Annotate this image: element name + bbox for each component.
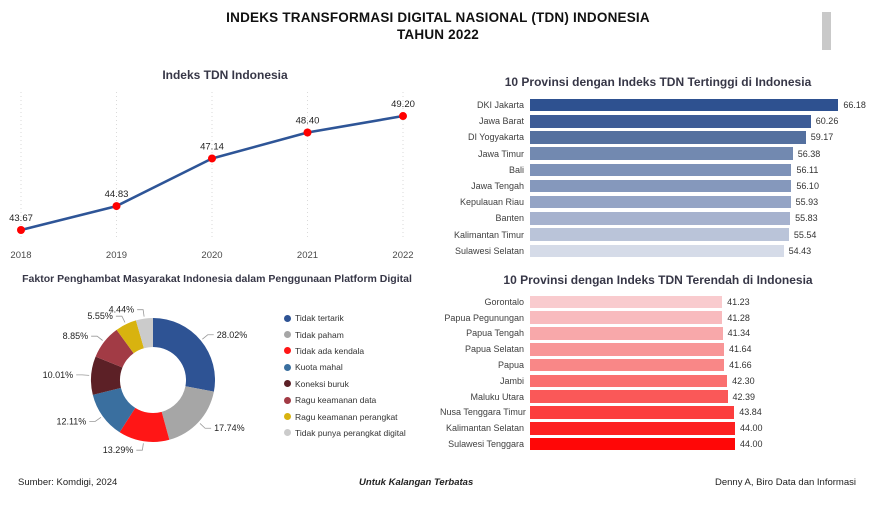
label-leader-line xyxy=(76,375,89,376)
bar-value-label: 42.39 xyxy=(732,391,756,402)
legend-label: Tidak tertarik xyxy=(295,313,344,324)
data-label: 49.20 xyxy=(391,99,415,111)
bar-category-label: Kalimantan Timur xyxy=(453,229,524,240)
legend-item[interactable] xyxy=(284,310,406,326)
bar-category-label: Sulawesi Tenggara xyxy=(448,439,524,450)
bar-category-label: Gorontalo xyxy=(484,296,524,307)
bar[interactable] xyxy=(530,359,724,372)
legend-label: Tidak ada kendala xyxy=(295,345,365,356)
bar-value-label: 55.93 xyxy=(795,197,819,208)
bar-row xyxy=(440,389,876,405)
label-leader-line xyxy=(136,443,143,450)
bar-value-label: 56.38 xyxy=(797,148,821,159)
legend-swatch-icon xyxy=(284,331,291,338)
bar[interactable] xyxy=(530,245,784,258)
legend-swatch-icon xyxy=(284,429,291,436)
bar-row xyxy=(440,129,876,145)
bar-value-label: 44.00 xyxy=(740,423,763,434)
bar-value-label: 41.23 xyxy=(727,296,750,307)
data-point[interactable] xyxy=(208,154,216,162)
lowest-bar-chart xyxy=(440,294,876,452)
data-point[interactable] xyxy=(17,226,25,234)
label-leader-line xyxy=(91,336,103,340)
bar-value-label: 54.43 xyxy=(788,245,812,256)
legend-item[interactable] xyxy=(284,425,406,441)
legend-swatch-icon xyxy=(284,380,291,387)
footer-source: Sumber: Komdigi, 2024 xyxy=(18,477,118,488)
bar-category-label: Nusa Tenggara Timur xyxy=(440,407,526,418)
legend-label: Ragu keamanan data xyxy=(295,395,377,406)
legend-label: Tidak paham xyxy=(295,329,344,340)
bar-row xyxy=(440,146,876,162)
bar-row xyxy=(440,357,876,373)
donut-percent-label: 5.55% xyxy=(87,311,113,322)
bar-row xyxy=(440,373,876,389)
bar[interactable] xyxy=(530,438,735,451)
legend-label: Kuota mahal xyxy=(295,362,343,373)
x-axis-label: 2020 xyxy=(201,250,223,261)
bar-category-label: Papua Tengah xyxy=(466,328,524,339)
legend-swatch-icon xyxy=(284,364,291,371)
bar-category-label: Papua Selatan xyxy=(464,344,524,355)
bar-category-label: DI Yogyakarta xyxy=(467,132,524,143)
highest-bar-chart xyxy=(440,97,876,259)
legend-label: Koneksi buruk xyxy=(295,378,349,389)
bar[interactable] xyxy=(530,228,789,241)
donut-percent-label: 4.44% xyxy=(108,304,135,315)
bar-value-label: 56.10 xyxy=(796,181,819,192)
bar-category-label: Sulawesi Selatan xyxy=(454,245,524,256)
bar-row xyxy=(440,294,876,310)
label-leader-line xyxy=(137,310,144,317)
footer-classification: Untuk Kalangan Terbatas xyxy=(359,477,474,488)
data-label: 44.83 xyxy=(104,189,129,201)
data-point[interactable] xyxy=(113,202,121,210)
bar[interactable] xyxy=(530,311,722,324)
bar-row xyxy=(440,436,876,452)
bar[interactable] xyxy=(530,343,724,356)
bar-category-label: Kepulauan Riau xyxy=(459,197,524,208)
bar-value-label: 41.28 xyxy=(727,312,750,323)
bar[interactable] xyxy=(530,164,791,177)
legend-swatch-icon xyxy=(284,315,291,322)
legend-label: Tidak punya perangkat digital xyxy=(295,427,406,438)
bar-row xyxy=(440,405,876,421)
x-axis-label: 2019 xyxy=(105,250,128,261)
data-label: 48.40 xyxy=(295,115,320,127)
bar-category-label: Papua xyxy=(497,360,524,371)
donut-legend xyxy=(284,310,406,441)
bar-value-label: 59.17 xyxy=(810,132,834,143)
bar-row xyxy=(440,162,876,178)
bar-value-label: 66.18 xyxy=(843,100,866,111)
bar-row xyxy=(440,227,876,243)
footer-author: Denny A, Biro Data dan Informasi xyxy=(714,477,856,488)
donut-percent-label: 12.11% xyxy=(56,416,87,427)
donut-slice[interactable] xyxy=(162,386,214,440)
donut-percent-label: 13.29% xyxy=(102,445,134,456)
bar[interactable] xyxy=(530,115,811,128)
bar-row xyxy=(440,341,876,357)
legend-swatch-icon xyxy=(284,397,291,404)
x-axis-label: 2018 xyxy=(10,250,32,261)
donut-chart-title: Faktor Penghambat Masyarakat Indonesia dalam Penggunaan Platform Digital xyxy=(22,273,412,285)
bar-row xyxy=(440,243,876,259)
donut-chart xyxy=(10,292,290,472)
bar[interactable] xyxy=(530,296,722,309)
bar-category-label: Papua Pegunungan xyxy=(444,312,524,323)
bar-category-label: Kalimantan Selatan xyxy=(445,423,524,434)
bar[interactable] xyxy=(530,390,728,403)
bar[interactable] xyxy=(530,422,735,435)
bar-row xyxy=(440,420,876,436)
data-label: 47.14 xyxy=(200,141,224,153)
bar-category-label: Bali xyxy=(508,164,524,175)
label-leader-line xyxy=(116,316,125,322)
legend-item[interactable] xyxy=(284,343,406,359)
donut-percent-label: 28.02% xyxy=(216,329,248,340)
page-title-line1: INDEKS TRANSFORMASI DIGITAL NASIONAL (TDN) INDONESIA xyxy=(226,10,650,25)
highest-bar-chart-title: 10 Provinsi dengan Indeks TDN Tertinggi di Indonesia xyxy=(504,75,812,89)
bar-category-label: DKI Jakarta xyxy=(476,100,524,111)
label-leader-line xyxy=(202,335,213,339)
bar[interactable] xyxy=(530,99,838,112)
data-point[interactable] xyxy=(304,129,312,137)
bar-category-label: Banten xyxy=(495,213,524,224)
bar-row xyxy=(440,97,876,113)
bar-value-label: 41.64 xyxy=(729,344,752,355)
bar-category-label: Jawa Timur xyxy=(477,148,524,159)
bar-value-label: 41.66 xyxy=(729,360,752,371)
legend-item[interactable] xyxy=(284,376,406,392)
bar-value-label: 44.00 xyxy=(740,439,763,450)
legend-item[interactable] xyxy=(284,326,406,342)
bar-category-label: Jawa Barat xyxy=(478,116,524,127)
page-title-line2: TAHUN 2022 xyxy=(396,27,480,42)
donut-percent-label: 8.85% xyxy=(62,331,89,342)
donut-slice[interactable] xyxy=(153,318,215,392)
label-leader-line xyxy=(89,417,101,421)
footer xyxy=(18,477,856,488)
line-chart xyxy=(0,88,440,266)
legend-label: Ragu keamanan perangkat xyxy=(295,411,398,422)
bar-row xyxy=(440,210,876,226)
bar-row xyxy=(440,178,876,194)
bar-category-label: Jawa Tengah xyxy=(471,181,524,192)
legend-swatch-icon xyxy=(284,347,291,354)
bar-value-label: 55.54 xyxy=(793,229,817,240)
bar-category-label: Maluku Utara xyxy=(470,391,524,402)
legend-item[interactable] xyxy=(284,408,406,424)
bar-value-label: 42.30 xyxy=(732,375,755,386)
bar-row xyxy=(440,326,876,342)
bar-value-label: 56.11 xyxy=(796,164,819,175)
line-chart-title: Indeks TDN Indonesia xyxy=(162,68,288,82)
lowest-bar-chart-title: 10 Provinsi dengan Indeks TDN Terendah di Indonesia xyxy=(503,273,813,287)
bar-row xyxy=(440,113,876,129)
bar[interactable] xyxy=(530,406,734,419)
donut-percent-label: 10.01% xyxy=(42,369,74,380)
x-axis-label: 2021 xyxy=(296,250,319,261)
bar[interactable] xyxy=(530,131,806,144)
data-point[interactable] xyxy=(399,112,407,120)
bar[interactable] xyxy=(530,180,791,193)
legend-item[interactable] xyxy=(284,392,406,408)
bar-value-label: 55.83 xyxy=(795,213,818,224)
donut-percent-label: 17.74% xyxy=(214,423,245,434)
bar-row xyxy=(440,310,876,326)
bar-value-label: 41.34 xyxy=(727,328,751,339)
legend-item[interactable] xyxy=(284,359,406,375)
legend-swatch-icon xyxy=(284,413,291,420)
bar-value-label: 60.26 xyxy=(815,116,839,127)
page-title xyxy=(0,9,876,43)
bar[interactable] xyxy=(530,147,793,160)
bar[interactable] xyxy=(530,196,791,209)
bar-category-label: Jambi xyxy=(499,375,524,386)
data-label: 43.67 xyxy=(9,213,33,224)
label-leader-line xyxy=(200,423,211,428)
bar[interactable] xyxy=(530,375,727,388)
bar-value-label: 43.84 xyxy=(739,407,762,418)
bar[interactable] xyxy=(530,327,723,340)
bar-row xyxy=(440,194,876,210)
x-axis-label: 2022 xyxy=(392,250,414,261)
bar[interactable] xyxy=(530,212,790,225)
scrollbar-thumb[interactable] xyxy=(822,12,831,50)
